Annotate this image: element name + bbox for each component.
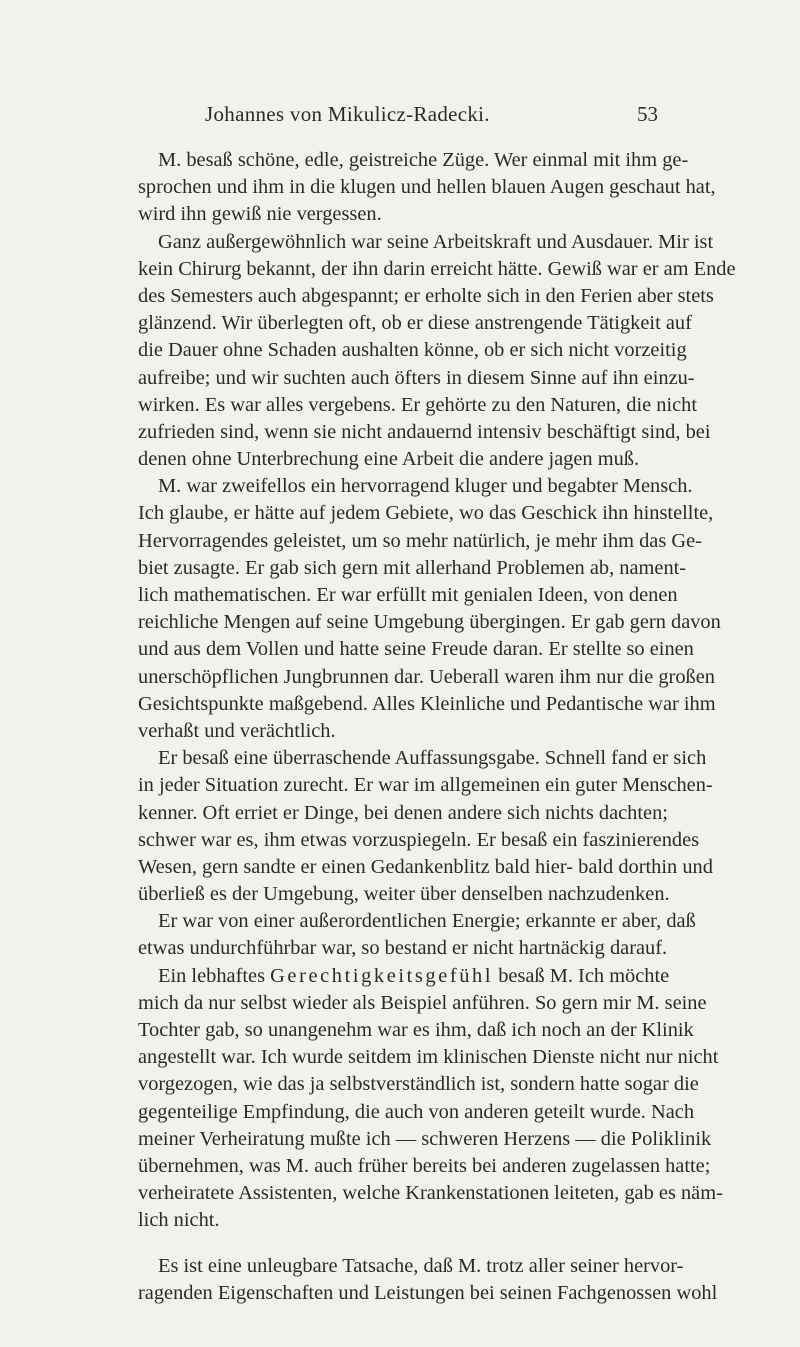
text-line: verhaßt und verächtlich. [138,719,336,742]
text-line: zufrieden sind, wenn sie nicht andauernd intensiv beschäftigt sind, bei [138,420,711,443]
text-line: ragenden Eigenschaften und Leistungen bei seinen Fachgenossen wohl [138,1281,718,1304]
text-line: in jeder Situation zurecht. Er war im allgemeinen ein guter Menschen- [138,774,713,797]
text-line: schwer war es, ihm etwas vorzuspiegeln. Er besaß ein faszinierendes [138,828,700,851]
text-line: mich da nur selbst wieder als Beispiel anführen. So gern mir M. seine [138,991,707,1014]
body-text [138,147,736,1307]
text-line: übernehmen, was M. auch früher bereits bei anderen zugelassen hatte; [138,1154,711,1177]
text-line: überließ es der Umgebung, weiter über denselben nachzudenken. [138,883,670,906]
emphasized-term: Gerechtigkeitsgefühl [270,964,494,987]
paragraph [138,473,721,745]
page-number: 53 [637,102,658,126]
text-line: biet zusagte. Er gab sich gern mit allerhand Problemen ab, nament- [138,556,687,579]
text-line: Ganz außergewöhnlich war seine Arbeitskraft und Ausdauer. Mir ist [158,230,714,253]
text-line: gegenteilige Empfindung, die auch von anderen geteilt wurde. Nach [138,1100,695,1123]
text-line: M. besaß schöne, edle, geistreiche Züge. Wer einmal mit ihm ge- [158,149,689,171]
text-line: Es ist eine unleugbare Tatsache, daß M. trotz aller seiner hervor- [158,1254,684,1277]
text-line: wirken. Es war alles vergebens. Er gehörte zu den Naturen, die nicht [138,393,698,416]
text-line: Gesichtspunkte maßgebend. Alles Kleinliche und Pedantische war ihm [138,692,716,715]
paragraph [138,1253,718,1307]
text-line: Tochter gab, so unangenehm war es ihm, daß ich noch an der Klinik [138,1019,694,1041]
text-run: besaß M. Ich möchte [493,964,670,987]
text-line: des Semesters auch abgespannt; er erholte sich in den Ferien aber stets [138,284,714,307]
paragraph-gap [138,1235,662,1253]
text-line: wird ihn gewiß nie vergessen. [138,203,382,226]
running-head-title: Johannes von Mikulicz-Radecki. [205,102,490,126]
text-line: Hervorragendes geleistet, um so mehr natürlich, je mehr ihm das Ge- [138,529,702,552]
text-line: die Dauer ohne Schaden aushalten könne, ob er sich nicht vorzeitig [138,339,687,362]
text-line: M. war zweifellos ein hervorragend kluger und begabter Mensch. [158,475,693,498]
text-line: vorgezogen, wie das ja selbstverständlich ist, sondern hatte sogar die [138,1073,699,1096]
text-line: sprochen und ihm in die klugen und hellen blauen Augen geschaut hat, [138,176,716,199]
text-line: verheiratete Assistenten, welche Krankenstationen leiteten, gab es näm- [138,1182,723,1205]
text-line: unerschöpflichen Jungbrunnen dar. Ueberall waren ihm nur die großen [138,665,715,688]
text-line: lich mathematischen. Er war erfüllt mit genialen Ideen, von denen [138,584,678,606]
running-head [0,102,800,132]
text-line: etwas undurchführbar war, so bestand er nicht hartnäckig darauf. [138,937,668,960]
text-line: meiner Verheiratung mußte ich — schweren Herzens — die Poliklinik [138,1127,712,1150]
text-line: kein Chirurg bekannt, der ihn darin erreicht hätte. Gewiß war er am Ende [138,257,736,280]
paragraph [138,147,716,229]
text-line: aufreibe; und wir suchten auch öfters in diesem Sinne auf ihn einzu- [138,366,695,389]
text-run: Ein lebhaftes [158,964,271,987]
text-line: denen ohne Unterbrechung eine Arbeit die andere jagen muß. [138,448,640,471]
paragraph [138,745,713,908]
text-line: lich nicht. [138,1209,220,1232]
text-line: reichliche Mengen auf seine Umgebung übergingen. Er gab gern davon [138,611,721,634]
text-line [138,963,670,990]
paragraph [138,963,723,1235]
text-line: glänzend. Wir überlegten oft, ob er diese anstrengende Tätigkeit auf [138,312,692,335]
text-line: angestellt war. Ich wurde seitdem im klinischen Dienste nicht nur nicht [138,1046,719,1069]
text-line: und aus dem Vollen und hatte seine Freude daran. Er stellte so einen [138,638,694,661]
paragraph [138,908,696,962]
text-line: kenner. Oft erriet er Dinge, bei denen andere sich nichts dachten; [138,801,668,824]
text-line: Wesen, gern sandte er einen Gedankenblitz bald hier- bald dorthin und [138,855,713,878]
paragraph [138,229,736,474]
text-line: Er besaß eine überraschende Auffassungsgabe. Schnell fand er sich [158,747,707,770]
text-line: Ich glaube, er hätte auf jedem Gebiete, wo das Geschick ihn hinstellte, [138,502,714,525]
text-line: Er war von einer außerordentlichen Energie; erkannte er aber, daß [158,910,696,933]
